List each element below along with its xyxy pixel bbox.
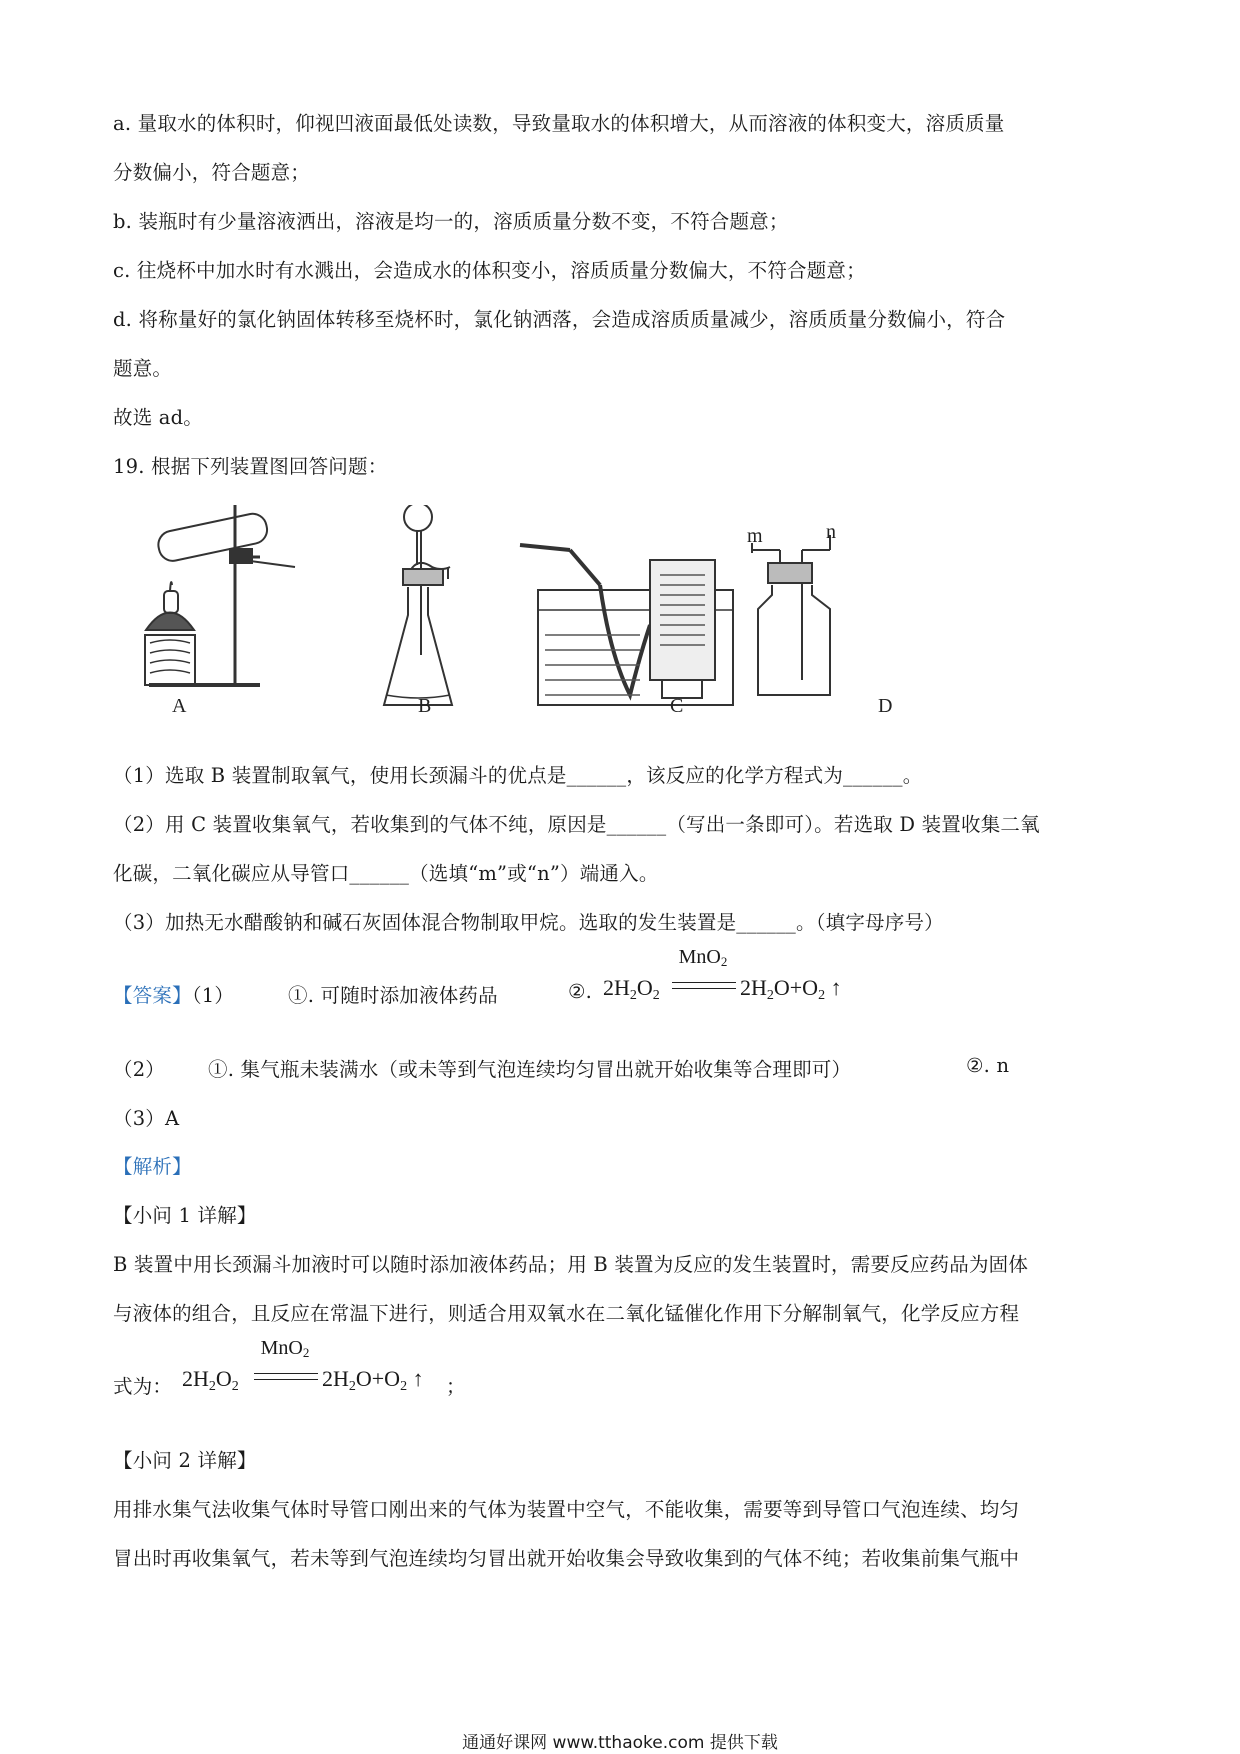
- label-c: C: [670, 695, 684, 717]
- option-a-line2: 分数偏小，符合题意；: [113, 161, 311, 184]
- question-1: （1）选取 B 装置制取氧气，使用长颈漏斗的优点是______，该反应的化学方程式为______。: [113, 764, 923, 787]
- answer-part1: （1）: [191, 984, 235, 1007]
- question-2-line1: （2）用 C 装置收集氧气，若收集到的气体不纯，原因是______（写出一条即可）。若选取 D 装置收集二氧: [113, 813, 1040, 836]
- apparatus-figure: [140, 505, 940, 725]
- apparatus-a: [145, 505, 295, 685]
- answer-2-item2: ②. n: [966, 1054, 1010, 1077]
- label-n: n: [826, 521, 836, 543]
- label-m: m: [747, 525, 763, 547]
- analysis-1-line1: B 装置中用长颈漏斗加液时可以随时添加液体药品；用 B 装置为反应的发生装置时，需要反应药品为固体: [113, 1253, 1029, 1276]
- apparatus-d: [752, 535, 830, 695]
- apparatus-c: [520, 545, 733, 705]
- sub-question-1-heading: 【小问 1 详解】: [113, 1204, 257, 1227]
- question-2-line2: 化碳，二氧化碳应从导管口______（选填“m”或“n”）端通入。: [113, 862, 659, 885]
- analysis-2-line2: 冒出时再收集氧气，若未等到气泡连续均匀冒出就开始收集会导致收集到的气体不纯；若收集前集气瓶中: [113, 1547, 1020, 1570]
- option-d-line2: 题意。: [113, 357, 173, 380]
- sub-question-2-heading: 【小问 2 详解】: [113, 1449, 257, 1472]
- label-a: A: [172, 695, 187, 717]
- option-a-line1: a. 量取水的体积时，仰视凹液面最低处读数，导致量取水的体积增大，从而溶液的体积变大，溶质质量: [113, 112, 1005, 135]
- analysis-2-line1: 用排水集气法收集气体时导管口刚出来的气体为装置中空气，不能收集，需要等到导管口气泡连续、均匀: [113, 1498, 1020, 1521]
- label-d: D: [878, 695, 893, 717]
- option-b: b. 装瓶时有少量溶液洒出，溶液是均一的，溶质质量分数不变，不符合题意；: [113, 210, 789, 233]
- footer-source: 通通好课网 www.tthaoke.com 提供下载: [462, 1733, 778, 1753]
- answer-2-item1: ①. 集气瓶未装满水（或未等到气泡连续均匀冒出就开始收集等合理即可）: [208, 1058, 852, 1081]
- analysis-tag: 【解析】: [113, 1155, 192, 1178]
- analysis-1-line2: 与液体的组合，且反应在常温下进行，则适合用双氧水在二氧化锰催化作用下分解制氧气，化学反应方程: [113, 1302, 1020, 1325]
- label-b: B: [418, 695, 432, 717]
- answer-1-item1: ①. 可随时添加液体药品: [288, 984, 498, 1007]
- question-19-title: 19. 根据下列装置图回答问题：: [113, 455, 388, 478]
- option-c: c. 往烧杯中加水时有水溅出，会造成水的体积变小，溶质质量分数偏大，不符合题意；: [113, 259, 866, 282]
- question-3: （3）加热无水醋酸钠和碱石灰固体混合物制取甲烷。选取的发生装置是______。（填字母序号）: [113, 911, 944, 934]
- apparatus-diagram: [140, 505, 940, 725]
- choose-line: 故选 ad。: [113, 406, 204, 429]
- apparatus-b: [384, 505, 452, 705]
- answer-part3: （3）A: [113, 1107, 180, 1130]
- answer-part2: （2）: [113, 1058, 166, 1081]
- analysis-1-line3-suffix: ；: [446, 1375, 466, 1398]
- answer-tag: 【答案】: [113, 984, 192, 1007]
- analysis-1-line3-prefix: 式为：: [113, 1375, 173, 1398]
- answer-1-item2: ②.: [568, 980, 593, 1003]
- option-d-line1: d. 将称量好的氯化钠固体转移至烧杯时，氯化钠洒落，会造成溶质质量减少，溶质质量分数偏小，符合: [113, 308, 1006, 331]
